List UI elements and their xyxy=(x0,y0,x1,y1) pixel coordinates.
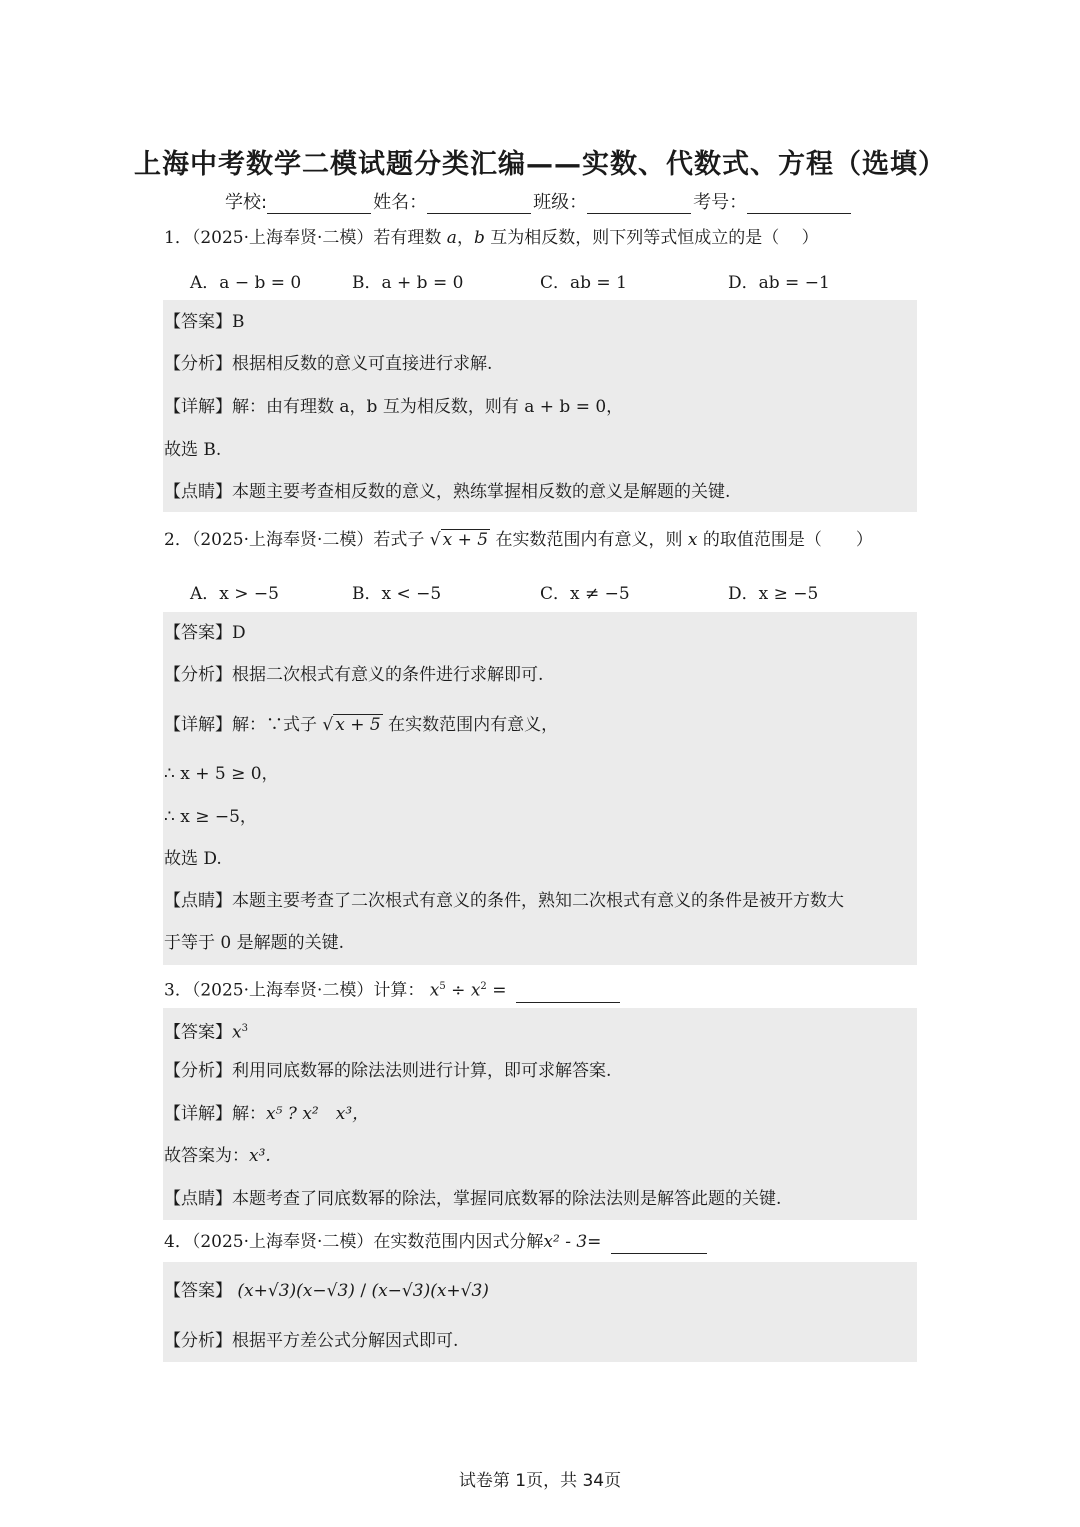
q3-detail-expr: x⁵ ? x² x³， xyxy=(266,1104,370,1124)
q2-step2: ∴ x ≥ −5， xyxy=(164,807,257,827)
page-title: 上海中考数学二模试题分类汇编——实数、代数式、方程（选填） xyxy=(134,149,946,180)
q1-option-d[interactable]: D．ab = −1 xyxy=(728,273,830,293)
q2-var-x: x xyxy=(687,530,698,550)
q2-option-b[interactable]: B．x < −5 xyxy=(352,584,442,604)
q2-detail-radical: √ x + 5 xyxy=(322,715,381,735)
number-blank[interactable] xyxy=(747,193,851,214)
q2-radicand: x + 5 xyxy=(442,530,489,550)
q1-answer: 【答案】B xyxy=(164,312,245,332)
q2-choose: 故选 D. xyxy=(164,849,222,869)
name-blank[interactable] xyxy=(427,193,531,214)
q4-answer-expr1: (x+√3)(x−√3) xyxy=(237,1281,355,1301)
q1-var-b: b xyxy=(473,228,485,248)
q1-analysis: 【分析】根据相反数的意义可直接进行求解. xyxy=(164,354,493,374)
q2-comment-line1: 【点睛】本题主要考查了二次根式有意义的条件，熟知二次根式有意义的条件是被开方数大 xyxy=(164,891,844,911)
q1-detail: 【详解】解：由有理数 a，b 互为相反数，则有 a + b = 0， xyxy=(164,397,624,417)
q2-option-d[interactable]: D．x ≥ −5 xyxy=(728,584,819,604)
q1-comment: 【点睛】本题主要考查相反数的意义，熟练掌握相反数的意义是解题的关键. xyxy=(164,482,731,502)
q1-option-c[interactable]: C．ab = 1 xyxy=(540,273,627,293)
q3-base1: x xyxy=(429,980,440,1001)
student-info-row xyxy=(225,188,853,214)
number-label: 考号： xyxy=(693,192,748,213)
q2-stem-mid: 在实数范围内有意义，则 xyxy=(495,530,683,550)
q3-answer-exp: 3 xyxy=(241,1023,248,1034)
q2-stem xyxy=(164,528,873,552)
q2-analysis: 【分析】根据二次根式有意义的条件进行求解即可. xyxy=(164,665,544,685)
q2-option-c[interactable]: C．x ≠ −5 xyxy=(540,584,630,604)
school-blank[interactable] xyxy=(267,193,371,214)
q2-detail-text: 【详解】解：∵式子 xyxy=(164,715,317,735)
q2-radical: √ x + 5 xyxy=(429,530,489,550)
q1-choose: 故选 B. xyxy=(164,440,222,460)
q1-option-b[interactable]: B．a + b = 0 xyxy=(352,273,464,293)
q2-stem-text: 2．（2025·上海奉贤·二模）若式子 xyxy=(164,530,425,550)
q2-option-a[interactable]: A．x > −5 xyxy=(190,584,279,604)
q3-answer-base: x xyxy=(232,1022,242,1043)
class-label: 班级： xyxy=(533,192,588,213)
q3-eq: = xyxy=(486,980,507,1001)
q3-stem xyxy=(164,975,620,1003)
q1-option-a[interactable]: A．a − b = 0 xyxy=(190,273,302,293)
q2-answer: 【答案】D xyxy=(164,623,246,643)
q3-op: ÷ xyxy=(445,980,471,1001)
q1-sep: ， xyxy=(456,228,474,248)
q3-comment: 【点睛】本题考查了同底数幂的除法，掌握同底数幂的除法法则是解答此题的关键. xyxy=(164,1189,782,1209)
q4-answer-sep: / xyxy=(360,1281,367,1301)
school-label: 学校: xyxy=(225,192,268,213)
q3-exp2: 2 xyxy=(480,981,487,992)
q3-final-text: 故答案为： xyxy=(164,1146,249,1166)
q4-answer-blank[interactable] xyxy=(611,1235,707,1254)
q4-expr: x² - 3= xyxy=(543,1232,602,1252)
q3-answer-tag: 【答案】 xyxy=(164,1022,232,1043)
q4-stem xyxy=(164,1230,707,1254)
q3-answer-blank[interactable] xyxy=(516,984,620,1003)
q3-answer xyxy=(164,1017,248,1045)
q3-final xyxy=(164,1144,271,1168)
q3-stem-text: 3．（2025·上海奉贤·二模）计算： xyxy=(164,980,425,1001)
q4-analysis: 【分析】根据平方差公式分解因式即可. xyxy=(164,1331,459,1351)
q3-analysis: 【分析】利用同底数幂的除法法则进行计算，即可求解答案. xyxy=(164,1061,612,1081)
q3-final-expr: x³. xyxy=(249,1146,271,1166)
q2-step1: ∴ x + 5 ≥ 0， xyxy=(164,764,279,784)
name-label: 姓名： xyxy=(373,192,428,213)
q4-answer-expr2: (x−√3)(x+√3) xyxy=(371,1281,489,1301)
q1-stem-text: 1．（2025·上海奉贤·二模）若有理数 xyxy=(164,228,442,248)
page-footer: 试卷第 1页，共 34页 xyxy=(458,1471,622,1491)
q4-answer xyxy=(164,1279,489,1303)
q3-exp1: 5 xyxy=(439,981,446,992)
q4-answer-tag: 【答案】 xyxy=(164,1281,232,1301)
q3-detail-tag: 【详解】解： xyxy=(164,1104,266,1124)
q2-detail-tail: 在实数范围内有意义， xyxy=(388,715,559,735)
q3-base2: x xyxy=(470,980,481,1001)
q1-stem-tail: 互为相反数，则下列等式恒成立的是（ ） xyxy=(490,228,819,248)
q1-var-a: a xyxy=(446,228,457,248)
q1-stem xyxy=(164,226,819,250)
class-blank[interactable] xyxy=(587,193,691,214)
q2-detail xyxy=(164,713,558,737)
q3-detail xyxy=(164,1102,369,1126)
q4-stem-text: 4．（2025·上海奉贤·二模）在实数范围内因式分解 xyxy=(164,1232,544,1252)
q2-comment-line2: 于等于 0 是解题的关键. xyxy=(164,933,345,953)
q2-detail-radicand: x + 5 xyxy=(335,715,381,735)
q2-stem-tail: 的取值范围是（ ） xyxy=(702,530,873,550)
